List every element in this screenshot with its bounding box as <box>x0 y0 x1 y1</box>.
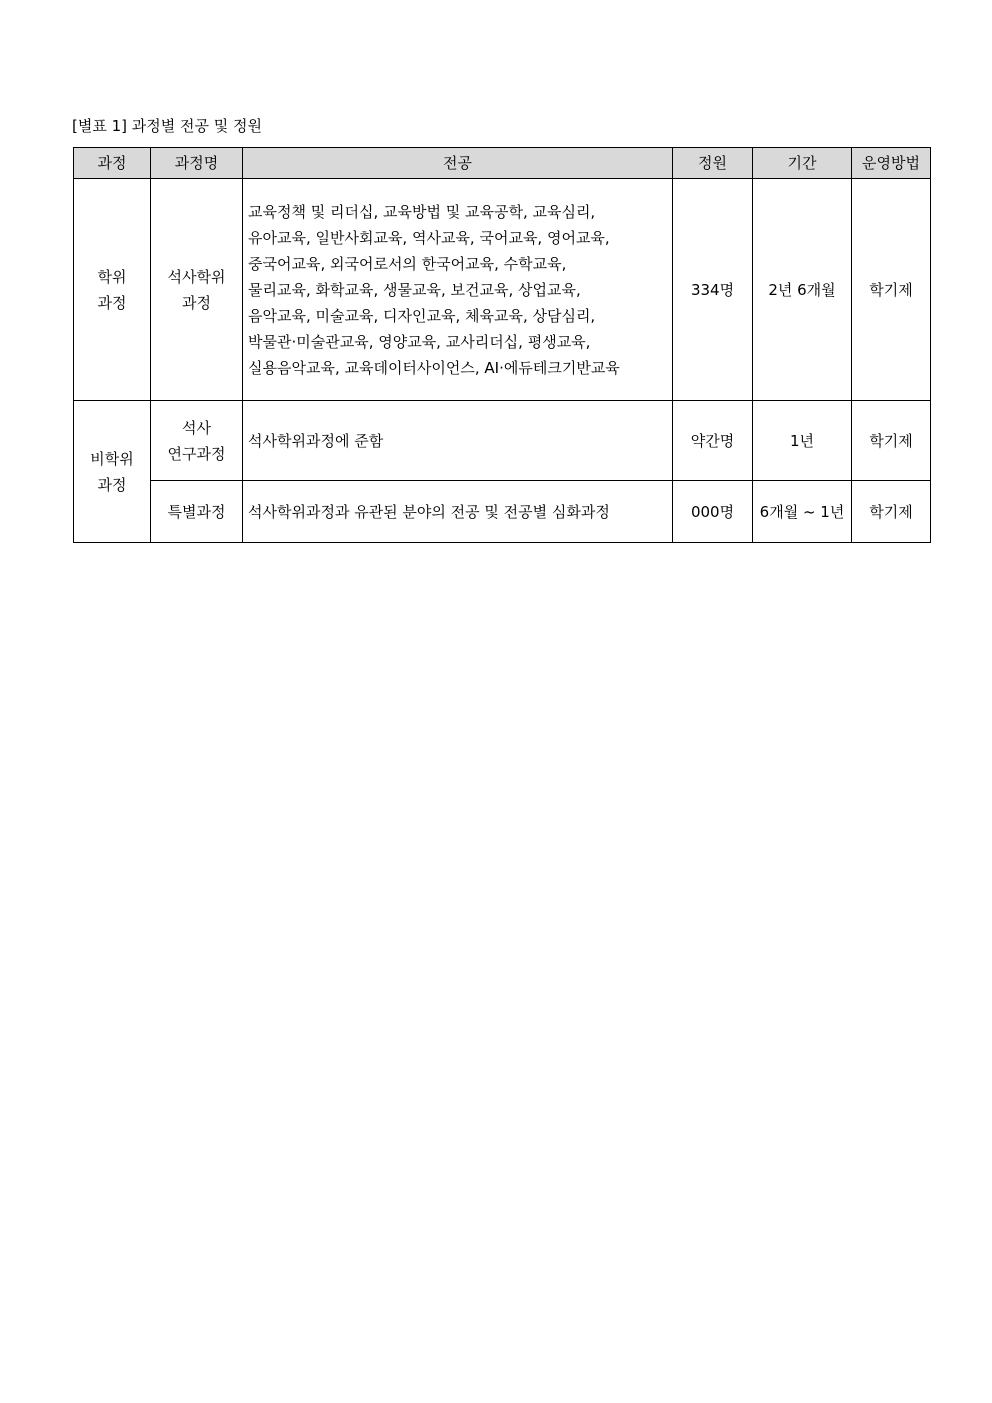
course-name-cell <box>151 481 243 543</box>
table-caption: [별표 1] 과정별 전공 및 정원 <box>72 117 262 135</box>
period-cell: 6개월 ~ 1년 <box>753 481 852 543</box>
header-course-name: 과정명 <box>151 148 243 179</box>
course-name-cell <box>151 179 243 401</box>
header-major: 전공 <box>243 148 673 179</box>
major-line: 물리교육, 화학교육, 생물교육, 보건교육, 상업교육, <box>248 280 581 299</box>
course-table <box>73 147 931 543</box>
header-category: 과정 <box>74 148 151 179</box>
course-name: 석사 <box>182 418 211 437</box>
course-name: 과정 <box>182 293 211 312</box>
major-cell: 석사학위과정에 준함 <box>243 401 673 481</box>
table-row <box>74 401 931 481</box>
table-row <box>74 481 931 543</box>
category-label: 과정 <box>97 293 127 312</box>
category-cell <box>74 179 151 401</box>
course-name: 특별과정 <box>167 502 226 521</box>
quota-cell: 000명 <box>673 481 753 543</box>
major-list-cell <box>243 179 673 401</box>
header-quota: 정원 <box>673 148 753 179</box>
category-cell <box>74 401 151 543</box>
header-period: 기간 <box>753 148 852 179</box>
method-cell: 학기제 <box>852 179 931 401</box>
period-cell: 2년 6개월 <box>753 179 852 401</box>
header-row <box>74 148 931 179</box>
header-method: 운영방법 <box>852 148 931 179</box>
course-name: 석사학위 <box>167 267 226 286</box>
period-cell: 1년 <box>753 401 852 481</box>
major-line: 실용음악교육, 교육데이터사이언스, AI·에듀테크기반교육 <box>248 358 620 377</box>
method-cell: 학기제 <box>852 401 931 481</box>
major-line: 중국어교육, 외국어로서의 한국어교육, 수학교육, <box>248 254 567 273</box>
major-line: 박물관·미술관교육, 영양교육, 교사리더십, 평생교육, <box>248 332 591 351</box>
major-line: 교육정책 및 리더십, 교육방법 및 교육공학, 교육심리, <box>248 202 596 221</box>
table-row <box>74 179 931 401</box>
major-cell: 석사학위과정과 유관된 분야의 전공 및 전공별 심화과정 <box>243 481 673 543</box>
category-label: 학위 <box>97 267 127 286</box>
major-line: 유아교육, 일반사회교육, 역사교육, 국어교육, 영어교육, <box>248 228 610 247</box>
quota-cell: 약간명 <box>673 401 753 481</box>
course-name: 연구과정 <box>167 444 226 463</box>
category-label: 과정 <box>97 475 127 494</box>
method-cell: 학기제 <box>852 481 931 543</box>
major-line: 음악교육, 미술교육, 디자인교육, 체육교육, 상담심리, <box>248 306 596 325</box>
course-name-cell <box>151 401 243 481</box>
quota-cell: 334명 <box>673 179 753 401</box>
category-label: 비학위 <box>90 449 134 468</box>
